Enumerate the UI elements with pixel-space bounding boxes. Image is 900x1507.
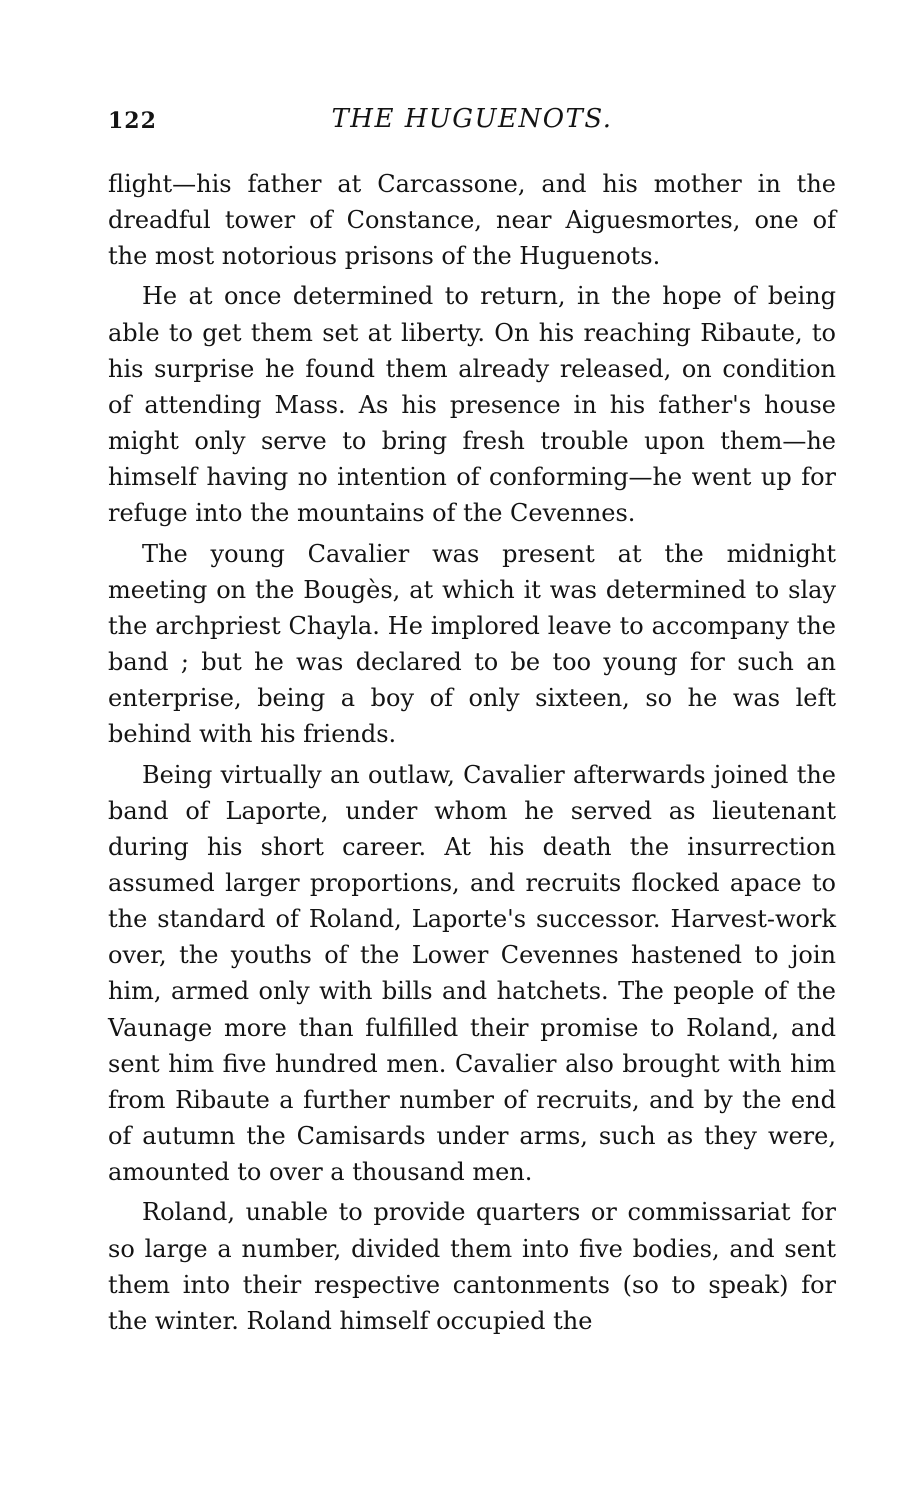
paragraph: Being virtually an outlaw, Cavalier afterwards joined the band of Laporte, under whom he served as lieutenant during his short career. At his death the insurrection assumed larger proportions, and recruits flocked apace to the standard of Roland, Laporte's successor. Harvest-work over, the youths of the Lower Cevennes hastened to join him, armed only with bills and hatchets. The people of the Vaunage more than fulfilled their promise to Roland, and sent him five hundred men. Cavalier also brought with him from Ribaute a further number of recruits, and by the end of autumn the Camisards under arms, such as they were, amounted to over a thousand men. (108, 760, 836, 1187)
paragraph: The young Cavalier was present at the midnight meeting on the Bougès, at which it was determined to slay the archpriest Chayla. He implored leave to accompany the band ; but he was declared to be too young for such an enterprise, being a boy of only sixteen, so he was left behind with his friends. (108, 539, 836, 749)
page-number: 122 (108, 108, 157, 134)
paragraph-continued: flight—his father at Carcassone, and his mother in the dreadful tower of Constance, near Aiguesmortes, one of the most notorious prisons of the Huguenots. (108, 170, 836, 271)
body-text (108, 166, 836, 1343)
paragraph: He at once determined to return, in the hope of being able to get them set at liberty. On his reaching Ribaute, to his surprise he found them already released, on condition of attending Mass. As his presence in his father's house might only serve to bring fresh trouble upon them—he himself having no intention of conforming—he went up for refuge into the mountains of the Cevennes. (108, 282, 836, 528)
paragraph: Roland, unable to provide quarters or commissariat for so large a number, divided them into five bodies, and sent them into their respective cantonments (so to speak) for the winter. Roland himself occupied the (108, 1198, 836, 1335)
page-title: THE HUGUENOTS. (331, 104, 613, 134)
running-head (108, 104, 836, 140)
